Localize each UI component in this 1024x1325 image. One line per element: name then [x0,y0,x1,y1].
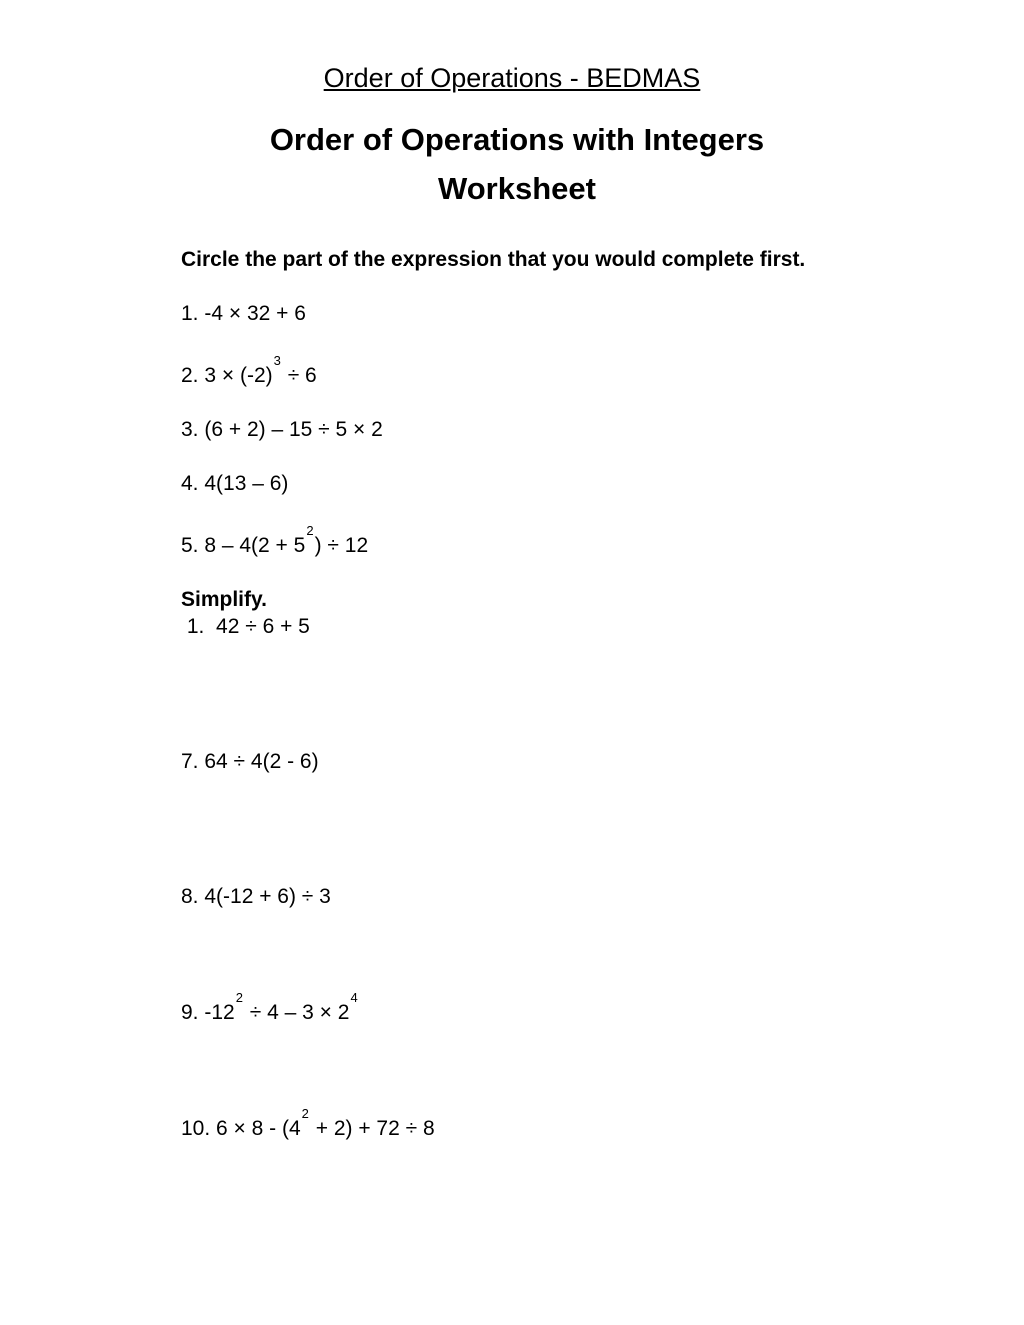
worksheet-title-line1: Order of Operations with Integers [269,122,765,157]
worksheet-title-line2: Worksheet [438,171,596,206]
circle-item-4: 4. 4(13 – 6) [181,472,289,495]
simplify-item-1: 1. 42 ÷ 6 + 5 [181,615,310,638]
circle-item-2 [181,353,317,391]
circle-item-2-base: 2. 3 × (-2) [181,364,273,387]
circle-item-3: 3. (6 + 2) – 15 ÷ 5 × 2 [181,418,383,441]
simplify-item-9-exponent2: 4 [350,990,358,1005]
simplify-item-10-base: 10. 6 × 8 - (4 [181,1117,301,1140]
instruction: Circle the part of the expression that you would complete first. [181,248,806,271]
circle-item-2-rest: ÷ 6 [281,364,317,387]
simplify-item-9-middle: ÷ 4 – 3 × 2 [243,1001,350,1024]
circle-item-5-exponent: 2 [306,523,314,538]
simplify-item-8: 8. 4(-12 + 6) ÷ 3 [181,885,331,908]
simplify-item-10-exponent: 2 [301,1106,309,1121]
simplify-item-7: 7. 64 ÷ 4(2 - 6) [181,750,319,773]
circle-item-1: 1. -4 × 32 + 6 [181,302,306,325]
page-header: Order of Operations - BEDMAS [323,63,701,93]
simplify-item-9 [181,990,359,1028]
circle-item-5-base: 5. 8 – 4(2 + 5 [181,534,306,557]
simplify-item-10 [181,1106,435,1144]
simplify-item-9-exponent: 2 [235,990,243,1005]
simplify-item-10-rest: + 2) + 72 ÷ 8 [309,1117,435,1140]
circle-item-2-exponent: 3 [273,353,281,368]
simplify-heading: Simplify. [181,588,267,611]
circle-item-5 [181,523,369,561]
simplify-item-9-base: 9. -12 [181,1001,235,1024]
circle-item-5-rest: ) ÷ 12 [314,534,369,557]
